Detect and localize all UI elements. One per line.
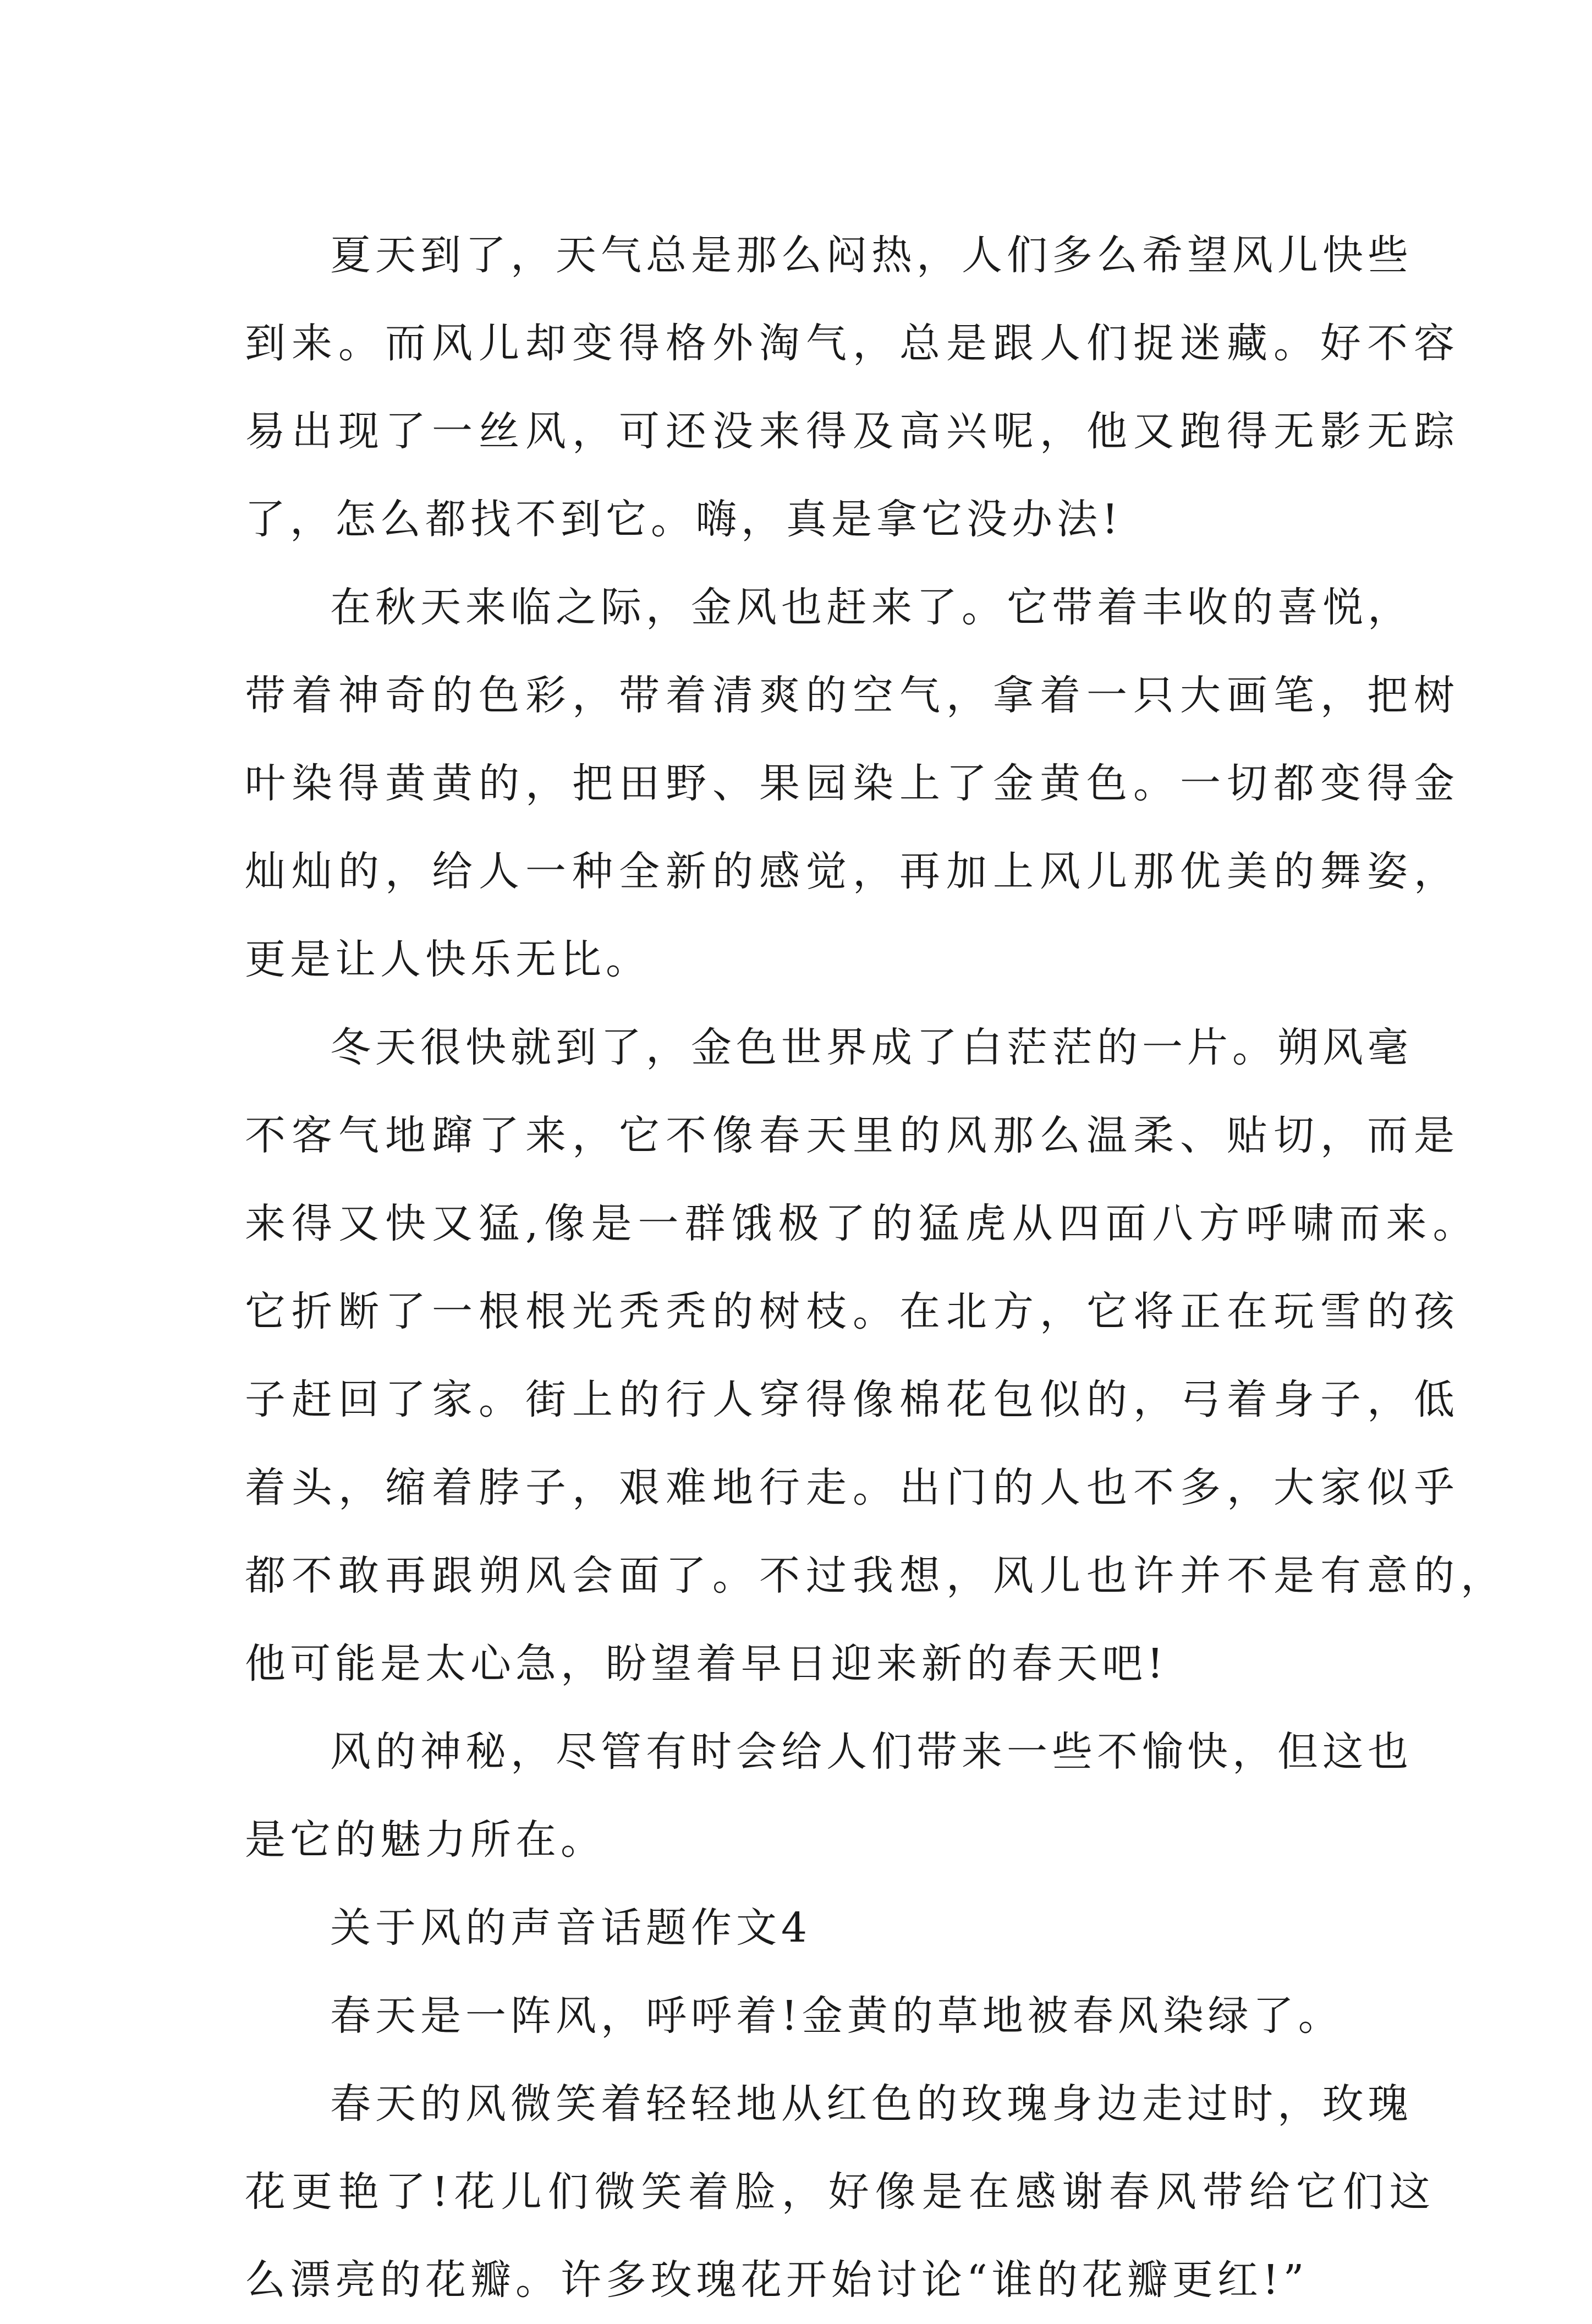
- text-line: 不客气地蹿了来，它不像春天里的风那么温柔、贴切，而是: [245, 1112, 1461, 1159]
- text-line: 么漂亮的花瓣。许多玫瑰花开始讨论“谁的花瓣更红!”: [245, 2256, 1309, 2304]
- text-line: 来得又快又猛,像是一群饿极了的猛虎从四面八方呼啸而来。: [245, 1200, 1480, 1247]
- text-line: 带着神奇的色彩，带着清爽的空气，拿着一只大画笔，把树: [245, 672, 1461, 719]
- text-line: 都不敢再跟朔风会面了。不过我想，风儿也许并不是有意的，: [245, 1552, 1507, 1599]
- text-line: 叶染得黄黄的，把田野、果园染上了金黄色。一切都变得金: [245, 760, 1461, 807]
- text-line: 他可能是太心急，盼望着早日迎来新的春天吧!: [245, 1640, 1168, 1687]
- section-heading: 关于风的声音话题作文4: [330, 1904, 812, 1952]
- text-line: 灿灿的，给人一种全新的感觉，再加上风儿那优美的舞姿，: [245, 848, 1461, 895]
- text-line: 了，怎么都找不到它。嗨，真是拿它没办法!: [245, 496, 1123, 543]
- text-line: 春天的风微笑着轻轻地从红色的玫瑰身边走过时，玫瑰: [330, 2080, 1413, 2128]
- text-line: 易出现了一丝风，可还没来得及高兴呢，他又跑得无影无踪: [245, 408, 1461, 455]
- text-line: 冬天很快就到了，金色世界成了白茫茫的一片。朔风毫: [330, 1024, 1413, 1071]
- text-line: 在秋天来临之际，金风也赶来了。它带着丰收的喜悦，: [330, 584, 1413, 631]
- text-line: 是它的魅力所在。: [245, 1816, 606, 1863]
- text-line: 春天是一阵风，呼呼着!金黄的草地被春风染绿了。: [330, 1992, 1343, 2040]
- text-line: 更是让人快乐无比。: [245, 936, 651, 983]
- text-line: 夏天到了，天气总是那么闷热，人们多么希望风儿快些: [330, 232, 1413, 279]
- text-line: 它折断了一根根光秃秃的树枝。在北方，它将正在玩雪的孩: [245, 1288, 1461, 1335]
- text-line: 到来。而风儿却变得格外淘气，总是跟人们捉迷藏。好不容: [245, 320, 1461, 367]
- essay-body: [245, 211, 1507, 2324]
- text-line: 花更艳了!花儿们微笑着脸，好像是在感谢春风带给它们这: [245, 2168, 1436, 2216]
- text-line: 风的神秘，尽管有时会给人们带来一些不愉快，但这也: [330, 1728, 1413, 1775]
- text-line: 子赶回了家。街上的行人穿得像棉花包似的，弓着身子，低: [245, 1376, 1461, 1423]
- text-line: 着头，缩着脖子，艰难地行走。出门的人也不多，大家似乎: [245, 1464, 1461, 1511]
